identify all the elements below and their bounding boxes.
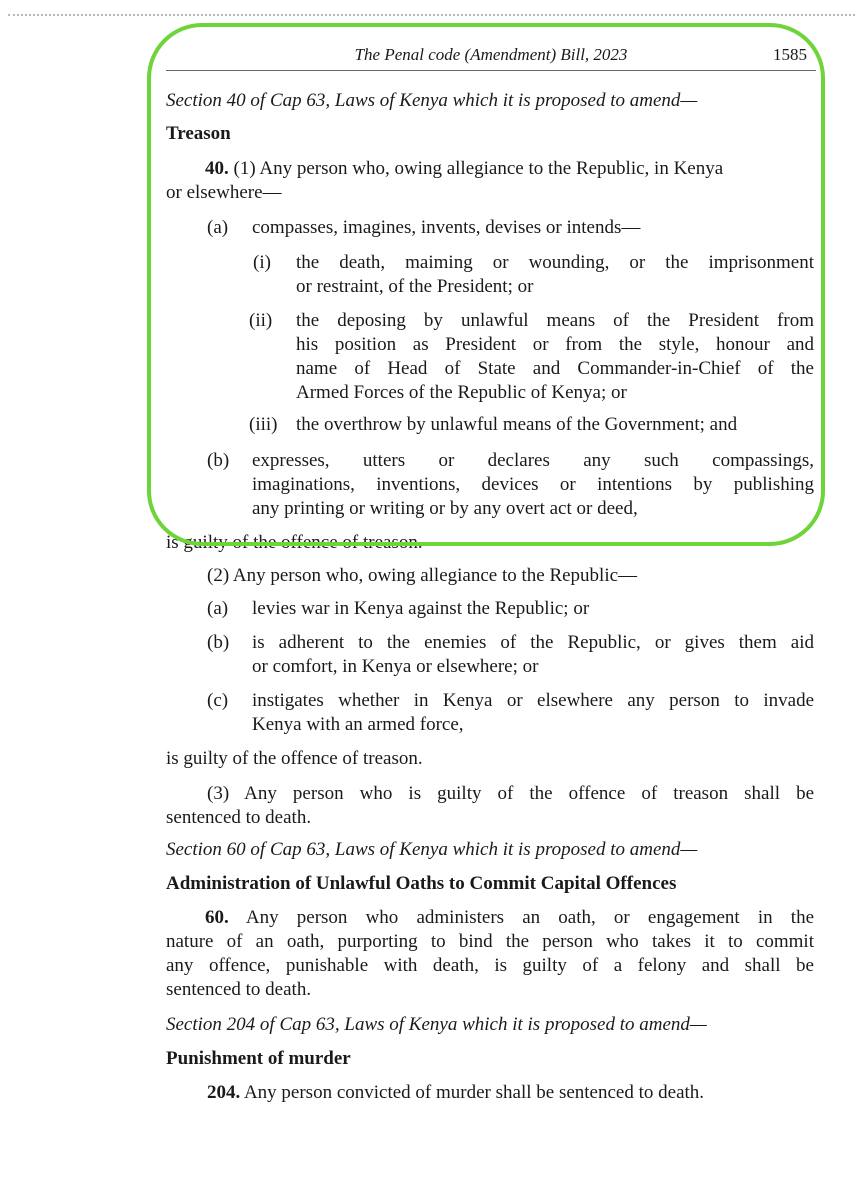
- item-iii-text: the overthrow by unlawful means of the Government; and: [296, 414, 738, 435]
- section-40-close-2: is guilty of the offence of treason.: [166, 748, 423, 769]
- section-204-heading: Punishment of murder: [166, 1048, 351, 1069]
- item-b-label: (b): [207, 450, 230, 471]
- page-number: 1585: [773, 45, 807, 64]
- item-b-text: expresses, utters or declares any such compassings, imaginations, inventions, devices or intentions by publishing any printing or writing or by any overt act or deed,: [252, 450, 814, 519]
- para-2-a-text: levies war in Kenya against the Republic; or: [252, 598, 590, 619]
- section-204-intro: Section 204 of Cap 63, Laws of Kenya which it is proposed to amend—: [166, 1014, 707, 1035]
- section-60-intro: Section 60 of Cap 63, Laws of Kenya which it is proposed to amend—: [166, 839, 698, 860]
- item-a-label: (a): [207, 217, 229, 238]
- section-60-number: 60.: [205, 907, 229, 928]
- section-60-heading: Administration of Unlawful Oaths to Commit Capital Offences: [166, 873, 677, 894]
- item-i-text: the death, maiming or wounding, or the imprisonment or restraint, of the President; or: [296, 252, 814, 297]
- section-204-number: 204.: [207, 1082, 241, 1103]
- para-2-b-text: is adherent to the enemies of the Republic, or gives them aid or comfort, in Kenya or elsewhere; or: [252, 632, 814, 677]
- item-ii-text: the deposing by unlawful means of the President from his position as President or from the style, honour and name of Head of State and Commander-in-Chief of the Armed Forces of the Republic of Kenya; or: [296, 310, 814, 403]
- section-40-para-1-line-2: or elsewhere—: [166, 182, 282, 203]
- para-2-a-label: (a): [207, 598, 229, 619]
- running-header-title: The Penal code (Amendment) Bill, 2023: [354, 45, 628, 64]
- para-2-c-label: (c): [207, 690, 229, 711]
- item-iii-label: (iii): [249, 414, 278, 435]
- section-40-intro: Section 40 of Cap 63, Laws of Kenya which it is proposed to amend—: [166, 90, 698, 111]
- item-a-text: compasses, imagines, invents, devises or intends—: [252, 217, 641, 238]
- section-40-para-1-line-1: 40. (1) Any person who, owing allegiance to the Republic, in Kenya: [205, 158, 724, 179]
- section-60-text: 60. Any person who administers an oath, or engagement in the nature of an oath, purporting to bind the person who takes it to commit any offence, punishable with death, is guilty of a felony and shall be sentenced to death.: [166, 907, 815, 1000]
- item-i-label: (i): [253, 252, 271, 273]
- section-40-para-3: (3) Any person who is guilty of the offence of treason shall be sentenced to death.: [166, 783, 814, 828]
- item-ii-label: (ii): [249, 310, 273, 331]
- para-2-c-text: instigates whether in Kenya or elsewhere any person to invade Kenya with an armed force,: [252, 690, 814, 735]
- section-40-heading: Treason: [166, 123, 231, 144]
- header-rule: [166, 70, 816, 71]
- section-40-para-2: (2) Any person who, owing allegiance to the Republic—: [207, 565, 638, 586]
- section-40-number: 40.: [205, 158, 229, 179]
- section-204-text: 204. Any person convicted of murder shall be sentenced to death.: [207, 1082, 705, 1103]
- scan-artifact-line: [8, 14, 855, 18]
- para-2-b-label: (b): [207, 632, 230, 653]
- section-40-close-1: is guilty of the offence of treason.: [166, 532, 423, 553]
